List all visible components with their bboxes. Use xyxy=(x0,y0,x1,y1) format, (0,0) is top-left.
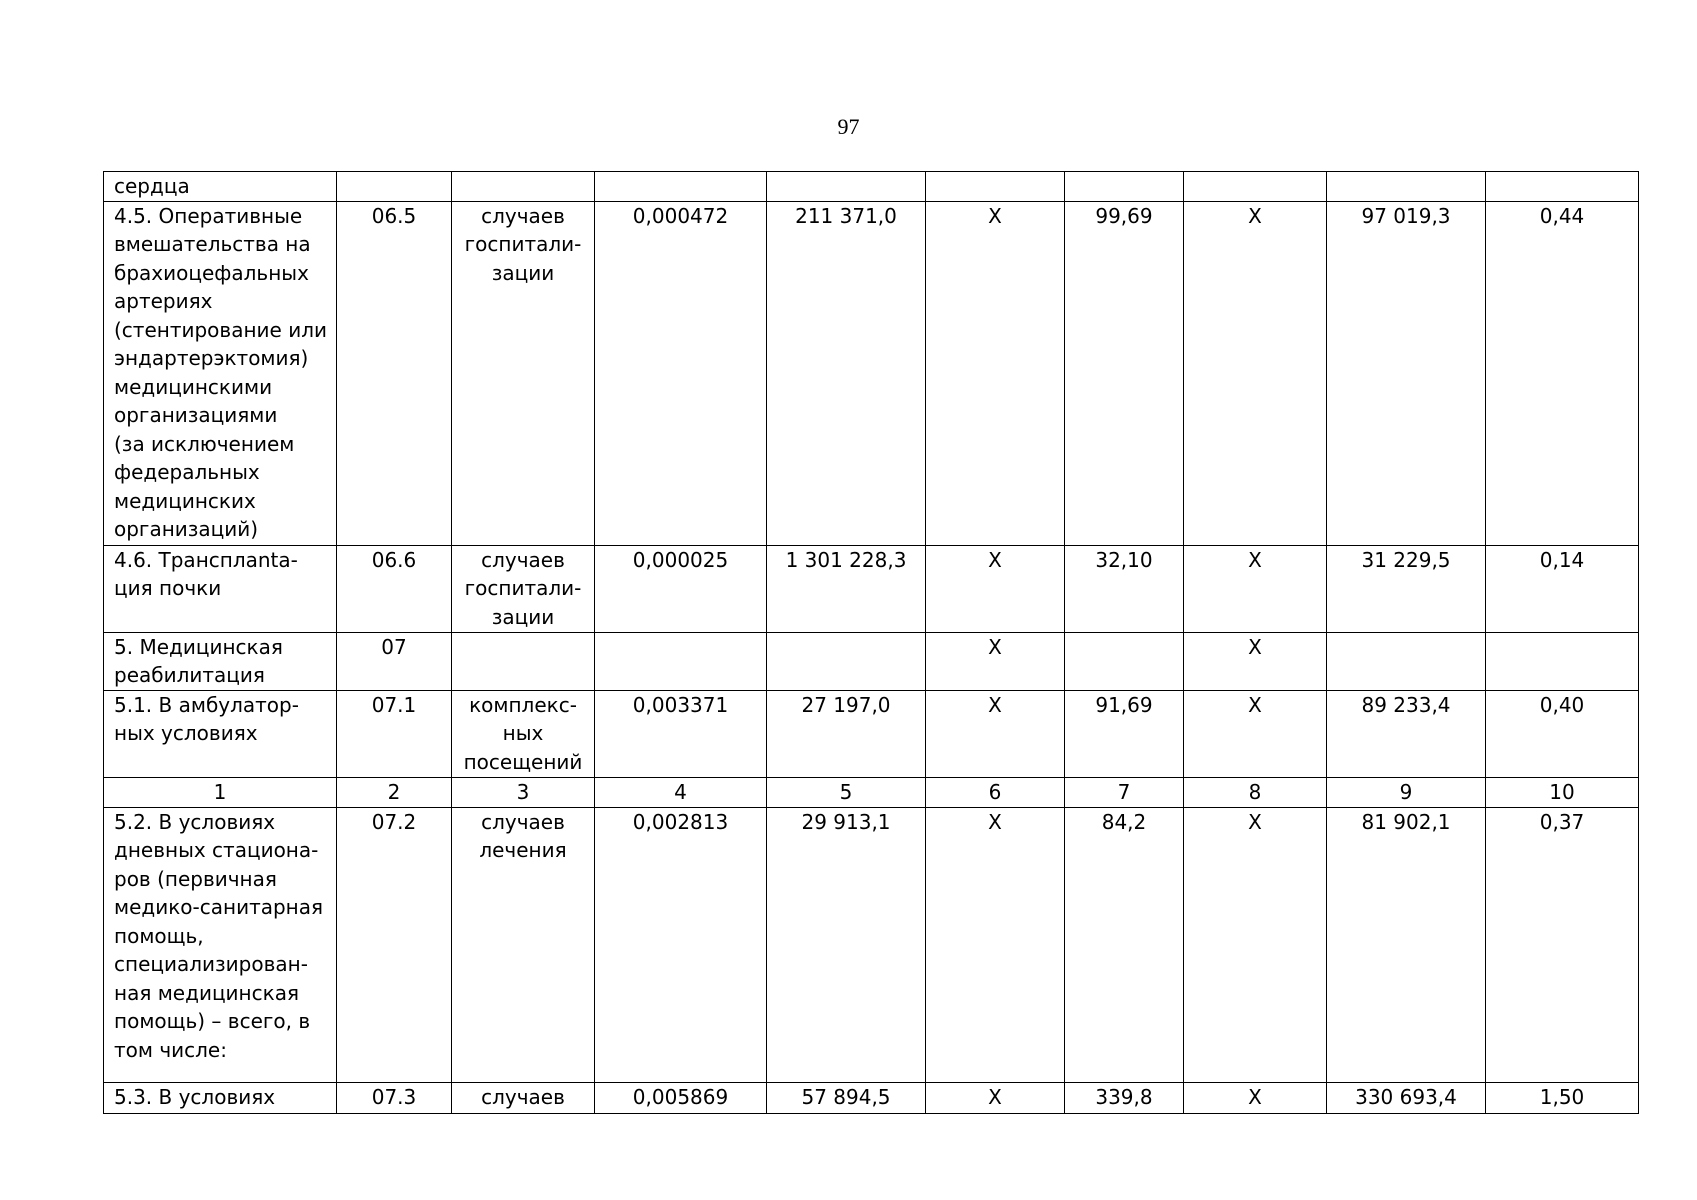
column-number: 7 xyxy=(1065,777,1184,807)
cell-col4: 0,003371 xyxy=(595,690,767,777)
cell-col7: 99,69 xyxy=(1065,201,1184,545)
row-name: 4.5. Оперативные вмешательства на брахиоцефальных артериях (стентирование или эндартерэктомия) медицинскими организациями (за исключением федеральных медицинских организаций) xyxy=(104,201,337,545)
cell-col10: 0,37 xyxy=(1486,807,1639,1082)
column-number: 2 xyxy=(337,777,452,807)
cell-col8 xyxy=(1184,172,1327,202)
cell-col5 xyxy=(767,632,926,690)
cell-col7: 32,10 xyxy=(1065,545,1184,632)
cell-col9: 89 233,4 xyxy=(1327,690,1486,777)
table-row xyxy=(104,172,1639,202)
column-number: 9 xyxy=(1327,777,1486,807)
cell-col7: 339,8 xyxy=(1065,1082,1184,1113)
cell-col4: 0,002813 xyxy=(595,807,767,1082)
row-code: 07 xyxy=(337,632,452,690)
row-code: 07.1 xyxy=(337,690,452,777)
row-code xyxy=(337,172,452,202)
row-unit xyxy=(452,632,595,690)
cell-col8: Х xyxy=(1184,807,1327,1082)
cell-col10: 0,40 xyxy=(1486,690,1639,777)
cell-col6 xyxy=(926,172,1065,202)
row-name: сердца xyxy=(104,172,337,202)
column-number: 3 xyxy=(452,777,595,807)
cell-col7 xyxy=(1065,632,1184,690)
column-number-row xyxy=(104,777,1639,807)
row-unit: случаев лечения xyxy=(452,807,595,1082)
cell-col10 xyxy=(1486,632,1639,690)
row-unit: случаев госпитали- зации xyxy=(452,545,595,632)
cell-col9 xyxy=(1327,172,1486,202)
cell-col9: 330 693,4 xyxy=(1327,1082,1486,1113)
cell-col9: 81 902,1 xyxy=(1327,807,1486,1082)
cell-col6: Х xyxy=(926,690,1065,777)
cell-col5: 1 301 228,3 xyxy=(767,545,926,632)
cell-col8: Х xyxy=(1184,690,1327,777)
cell-col10 xyxy=(1486,172,1639,202)
row-name: 5.2. В условиях дневных стациона- ров (первичная медико-санитарная помощь, специализирован- ная медицинская помощь) – всего, в том числе: xyxy=(104,807,337,1082)
cell-col10: 0,44 xyxy=(1486,201,1639,545)
cell-col9 xyxy=(1327,632,1486,690)
page-number: 97 xyxy=(837,114,860,139)
row-code: 07.2 xyxy=(337,807,452,1082)
column-number: 8 xyxy=(1184,777,1327,807)
cell-col8: Х xyxy=(1184,545,1327,632)
table-row xyxy=(104,690,1639,777)
cell-col9: 31 229,5 xyxy=(1327,545,1486,632)
cell-col6: Х xyxy=(926,632,1065,690)
financing-table xyxy=(103,171,1639,1114)
row-code: 06.6 xyxy=(337,545,452,632)
row-unit: комплекс- ных посещений xyxy=(452,690,595,777)
cell-col4: 0,000472 xyxy=(595,201,767,545)
cell-col5: 27 197,0 xyxy=(767,690,926,777)
row-name: 5. Медицинская реабилитация xyxy=(104,632,337,690)
cell-col7: 91,69 xyxy=(1065,690,1184,777)
cell-col8: Х xyxy=(1184,1082,1327,1113)
cell-col10: 0,14 xyxy=(1486,545,1639,632)
column-number: 6 xyxy=(926,777,1065,807)
cell-col10: 1,50 xyxy=(1486,1082,1639,1113)
row-name: 5.3. В условиях xyxy=(104,1082,337,1113)
table-row xyxy=(104,545,1639,632)
row-unit: случаев госпитали- зации xyxy=(452,201,595,545)
row-code: 07.3 xyxy=(337,1082,452,1113)
table-row xyxy=(104,1082,1639,1113)
cell-col9: 97 019,3 xyxy=(1327,201,1486,545)
cell-col6: Х xyxy=(926,201,1065,545)
cell-col4: 0,000025 xyxy=(595,545,767,632)
cell-col8: Х xyxy=(1184,201,1327,545)
row-name: 5.1. В амбулатор- ных условиях xyxy=(104,690,337,777)
cell-col6: Х xyxy=(926,545,1065,632)
row-code: 06.5 xyxy=(337,201,452,545)
cell-col5: 211 371,0 xyxy=(767,201,926,545)
table-row xyxy=(104,201,1639,545)
cell-col4: 0,005869 xyxy=(595,1082,767,1113)
table-row xyxy=(104,632,1639,690)
cell-col5: 29 913,1 xyxy=(767,807,926,1082)
column-number: 10 xyxy=(1486,777,1639,807)
cell-col7 xyxy=(1065,172,1184,202)
table-row xyxy=(104,807,1639,1082)
column-number: 1 xyxy=(104,777,337,807)
cell-col5 xyxy=(767,172,926,202)
cell-col6: Х xyxy=(926,807,1065,1082)
column-number: 5 xyxy=(767,777,926,807)
cell-col8: Х xyxy=(1184,632,1327,690)
cell-col5: 57 894,5 xyxy=(767,1082,926,1113)
row-unit: случаев xyxy=(452,1082,595,1113)
row-unit xyxy=(452,172,595,202)
row-name: 4.6. Трансплanta- ция почки xyxy=(104,545,337,632)
cell-col6: Х xyxy=(926,1082,1065,1113)
cell-col7: 84,2 xyxy=(1065,807,1184,1082)
column-number: 4 xyxy=(595,777,767,807)
cell-col4 xyxy=(595,172,767,202)
cell-col4 xyxy=(595,632,767,690)
